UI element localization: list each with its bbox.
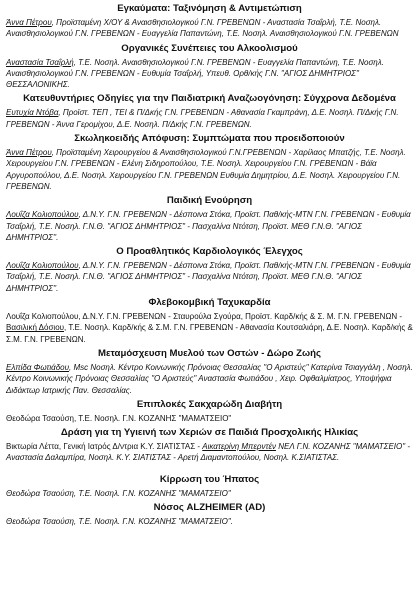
presenter-name: Λουΐζα Κολιοπούλου xyxy=(6,261,79,271)
program-section xyxy=(6,474,413,499)
program-section xyxy=(6,3,413,40)
section-title: Δράση για τη Υγιεινή των Χεριών σε Παιδιά Προσχολικής Ηλικίας xyxy=(60,427,359,439)
author-text: Θεοδώρα Τσαούση, Τ.Ε. Νοσηλ. Γ.Ν. ΚΟΖΑΝΗΣ "ΜΑΜΑΤΣΕΙΟ" xyxy=(6,413,232,423)
section-title: Επιπλοκές Σακχαρώδη Διαβήτη xyxy=(136,398,283,410)
presenter-name: Άννα Πέτρου xyxy=(6,18,52,27)
section-authors xyxy=(6,362,413,396)
section-authors xyxy=(6,311,413,345)
presenter-name: Ελπίδα Φωτιάδου xyxy=(6,362,70,372)
section-authors xyxy=(6,441,413,464)
program-section xyxy=(6,348,413,396)
section-title: Σκωληκοειδής Απόφυση: Συμπτώματα που προειδοποιούν xyxy=(74,133,345,145)
section-title: Κατευθυντήριες Οδηγίες για την Παιδιατρική Αναζωογόνηση: Σύγχρονα Δεδομένα xyxy=(23,93,396,105)
author-text: , Προϊσταμένη Χειρουργείου & Αναισθησιολογικού Γ.Ν.ΓΡΕΒΕΝΩΝ - Χαρίλαος Μπατζής, Τ.Ε. Νοσηλ. Χειρουργείου Γ.Ν. ΓΡΕΒΕΝΩΝ - Ελένη Σιδηροπούλου, Τ.Ε. Νοσηλ. Χειρουργείου Γ.Ν. ΓΡΕΒΕΝΩΝ - Βάϊα Αργυροπούλου, Δ.Ε. Νοσηλ. Χειρουργείου Γ.Ν. ΓΡΕΒΕΝΩΝ Ευθυμία Δημητρίου, Δ.Ε. Νοσηλ. Χειρουργείου Γ.Ν. ΓΡΕΒΕΝΩΝ. xyxy=(6,148,406,191)
program-section xyxy=(6,133,413,192)
section-title: Κίρρωση του Ήπατος xyxy=(159,473,260,485)
presenter-name: Ευτυχία Ντόβα xyxy=(6,108,59,118)
program-section xyxy=(6,297,413,345)
section-authors xyxy=(6,17,413,40)
section-title: Οργανικές Συνέπειες του Αλκοολισμού xyxy=(121,42,298,54)
program-section xyxy=(6,43,413,91)
section-authors xyxy=(6,516,413,527)
section-title: Παιδική Ενούρηση xyxy=(166,195,253,207)
section-title: Ο Προαθλητικός Καρδιολογικός Έλεγχος xyxy=(116,246,303,258)
author-text: , Msc Νοσηλ. Κέντρο Κοινωνικής Πρόνοιας Θεσσαλίας "Ο Αριστεύς" Κατερίνα Τσιαγγάλη , Νοσηλ. Κέντρο Κοινωνικής Πρόνοιας Θεσσαλίας "Ο Αριστεύς" Αναστασία Φωτιάδου , Χειρ. Οφθαλμίατρος, Υποψήφια Διδάκτωρ Ιατρικής Παν. Θεσσαλίας. xyxy=(6,362,413,395)
presenter-name: Αικατερίνη Μπερντέν xyxy=(202,442,277,452)
section-title: Νόσος ALZHEIMER (AD) xyxy=(153,502,266,514)
section-title: Εγκαύματα: Ταξινόμηση & Αντιμετώπιση xyxy=(117,3,302,14)
section-authors xyxy=(6,488,413,499)
program-section xyxy=(6,246,413,294)
author-text: , Τ.Ε. Νοσηλ. Καρδ/κής & Σ.Μ. Γ.Ν. ΓΡΕΒΕΝΩΝ - Αθανασία Κουτσαλιάρη, Δ.Ε. Νοσηλ. Καρδ/κής & Σ.Μ. Γ.Ν. ΓΡΕΒΕΝΩΝ. xyxy=(6,323,413,344)
section-authors xyxy=(6,147,413,192)
presenter-name: Βασιλική Δόσιου xyxy=(6,323,65,333)
presenter-name: Άννα Πέτρου xyxy=(6,148,52,158)
author-text: , Δ.Ν.Υ. Γ.Ν. ΓΡΕΒΕΝΩΝ - Δέσποινα Στόκα, Προϊστ. Παθ/κής-ΜΤΝ Γ.Ν. ΓΡΕΒΕΝΩΝ - Ευθυμία Τσαΐρλή, Τ.Ε. Νοσηλ. Γ.Ν.Θ. "ΑΓΙΟΣ ΔΗΜΗΤΡΙΟΣ" - Πασχαλίνα Ντότση, Προϊστ. ΜΕΘ Γ.Ν.Θ. "ΑΓΙΟΣ ΔΗΜΗΤΡΙΟΣ''. xyxy=(6,261,411,293)
section-authors xyxy=(6,413,413,424)
section-authors xyxy=(6,57,413,91)
program-section xyxy=(6,93,413,130)
author-text: Βικτωρία Λέττα, Γενική Ιατρός Δ/ντρια Κ.Υ. ΣΙΑΤΙΣΤΑΣ - xyxy=(6,442,203,452)
author-text: Θεοδώρα Τσαούση, Τ.Ε. Νοσηλ. Γ.Ν. ΚΟΖΑΝΗΣ "ΜΑΜΑΤΣΕΙΟ". xyxy=(6,517,233,527)
author-text: Θεοδώρα Τσαούση, Τ.Ε. Νοσηλ. Γ.Ν. ΚΟΖΑΝΗΣ "ΜΑΜΑΤΣΕΙΟ" xyxy=(6,488,231,498)
section-authors xyxy=(6,260,413,294)
presenter-name: Αναστασία Τσαΐρλή xyxy=(6,57,74,67)
section-authors xyxy=(6,209,413,243)
author-text: ΝΕΛ Γ.Ν. ΚΟΖΑΝΗΣ "ΜΑΜΑΤΣΕΙΟ" - Αναστασία Δαλαμπίρα, Νοσηλ. Κ.Υ. ΣΙΑΤΙΣΤΑΣ - Αρετή Διαμαντοπούλου, Νοσηλ. Κ.ΣΙΑΤΙΣΤΑΣ. xyxy=(6,442,410,463)
author-text: , Δ.Ν.Υ. Γ.Ν. ΓΡΕΒΕΝΩΝ - Δέσποινα Στόκα, Προϊστ. Παθ/κής-ΜΤΝ Γ.Ν. ΓΡΕΒΕΝΩΝ - Ευθυμία Τσαΐρλή, Τ.Ε. Νοσηλ. Γ.Ν.Θ. "ΑΓΙΟΣ ΔΗΜΗΤΡΙΟΣ" - Πασχαλίνα Ντότση, Προϊστ. ΜΕΘ Γ.Ν.Θ. "ΑΓΙΟΣ ΔΗΜΗΤΡΙΟΣ''. xyxy=(6,210,411,242)
section-title: Μεταμόσχευση Μυελού των Οστών - Δώρο Ζωής xyxy=(98,347,321,359)
author-text: , Προϊσταμένη Χ/ΟΥ & Αναισθησιολογικού Γ.Ν. ΓΡΕΒΕΝΩΝ - Αναστασία Τσαΐρλή, Τ.Ε. Νοσηλ. Αναισθησιολογικού Γ.Ν. ΓΡΕΒΕΝΩΝ - Ευαγγελία Παπαντώνη, Τ.Ε. Νοσηλ. Αναισθησιολογικού Γ.Ν. ΓΡΕΒΕΝΩΝ xyxy=(6,18,399,39)
program-section xyxy=(6,399,413,424)
program-section xyxy=(6,502,413,527)
section-title: Φλεβοκομβική Ταχυκαρδία xyxy=(148,297,271,309)
program-section xyxy=(6,195,413,243)
section-authors xyxy=(6,107,413,130)
author-text: Λουΐζα Κολιοπούλου, Δ.Ν.Υ. Γ.Ν. ΓΡΕΒΕΝΩΝ - Σταυρούλα Σγούρα, Προϊστ. Καρδ/κής & Σ. Μ. Γ.Ν. ΓΡΕΒΕΝΩΝ - xyxy=(6,312,403,322)
presenter-name: Λουΐζα Κολιοπούλου xyxy=(6,210,79,220)
author-text: , Τ.Ε. Νοσηλ. Αναισθησιολογικού Γ.Ν. ΓΡΕΒΕΝΩΝ - Ευαγγελία Παπαντώνη, Τ.Ε. Νοσηλ. Αναισθησιολογικού Γ.Ν. ΓΡΕΒΕΝΩΝ - Ευθυμία Τσαΐρλή, Υπευθ. Ορθ/κής Γ.Ν. "ΑΓΙΟΣ ΔΗΜΗΤΡΙΟΣ'' ΘΕΣΣΑΛΟΝΙΚΗΣ. xyxy=(6,57,384,90)
program-section xyxy=(6,427,413,464)
author-text: , Προϊστ. ΤΕΠ , ΤΕΙ & Π/Δκής Γ.Ν. ΓΡΕΒΕΝΩΝ - Αθανασία Γκαμπράνη, Δ.Ε. Νοσηλ. Π/Δκής Γ.Ν. ΓΡΕΒΕΝΩΝ - Άννα Γερομίχου, Δ.Ε. Νοσηλ. Π/Δκής Γ.Ν. ΓΡΕΒΕΝΩΝ. xyxy=(6,108,399,129)
